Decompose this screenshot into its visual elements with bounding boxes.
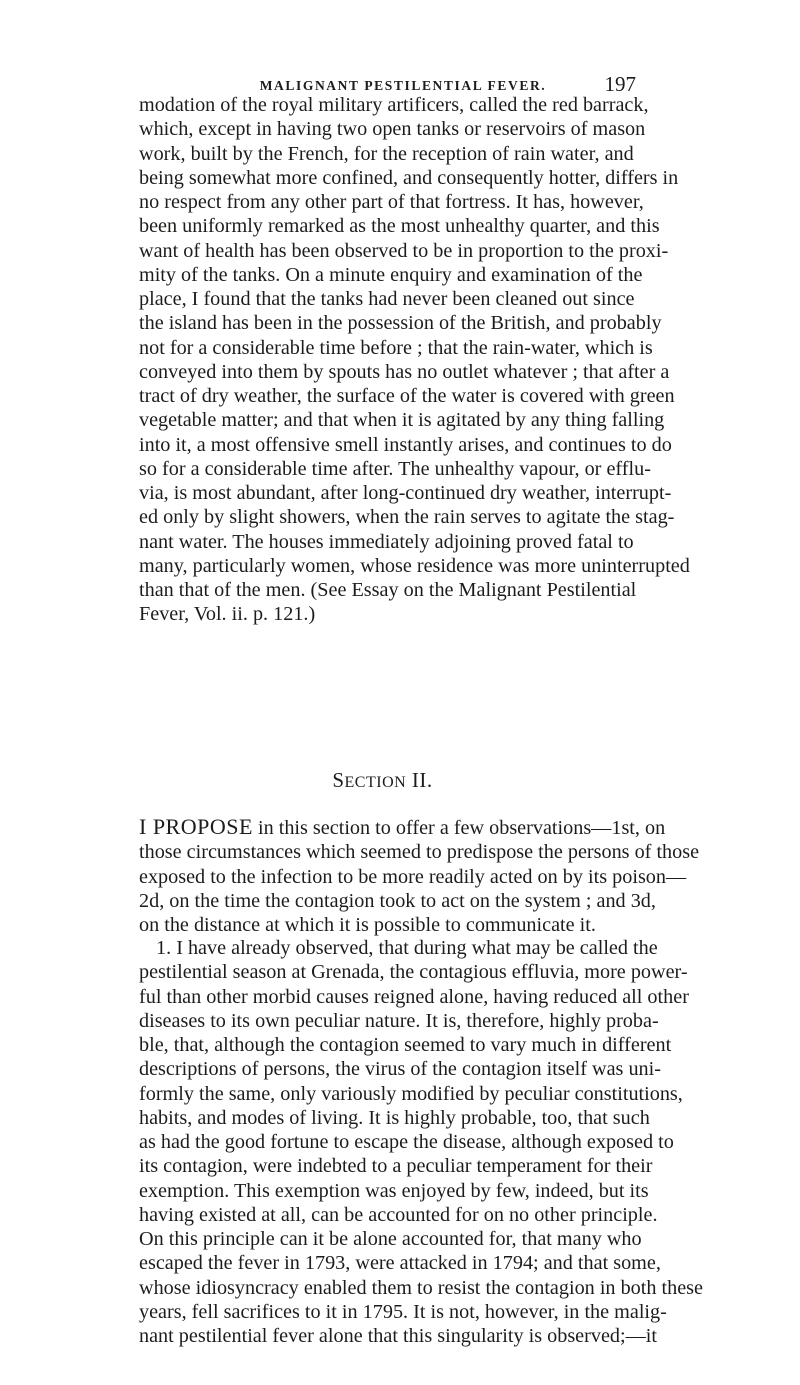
text-line: descriptions of persons, the virus of the contagion itself was uni- bbox=[139, 1058, 661, 1081]
running-title: MALIGNANT PESTILENTIAL FEVER. bbox=[259, 78, 547, 93]
text-line: the island has been in the possession of the British, and probably bbox=[139, 312, 662, 335]
text-line: ed only by slight showers, when the rain serves to agitate the stag- bbox=[139, 506, 675, 529]
section-heading-word: ECTION bbox=[344, 774, 407, 791]
text-line: via, is most abundant, after long-continued dry weather, interrupt- bbox=[139, 482, 672, 504]
text-line: exposed to the infection to be more readily acted on by its poison— bbox=[139, 865, 687, 888]
text-line: not for a considerable time before ; that the rain-water, which is bbox=[139, 336, 653, 359]
text-line: its contagion, were indebted to a peculiar temperament for their bbox=[139, 1155, 653, 1178]
section-heading bbox=[139, 768, 626, 793]
text-line: tract of dry weather, the surface of the water is covered with green bbox=[139, 385, 675, 407]
text-line: conveyed into them by spouts has no outlet whatever ; that after a bbox=[139, 360, 670, 383]
text-line: habits, and modes of living. It is highly probable, too, that such bbox=[139, 1106, 650, 1129]
text-line: nant pestilential fever alone that this singularity is observed;—it bbox=[139, 1325, 658, 1347]
text-line: formly the same, only variously modified by peculiar constitutions, bbox=[139, 1082, 683, 1105]
text-line: no respect from any other part of that fortress. It has, however, bbox=[139, 191, 644, 213]
text-line: exemption. This exemption was enjoyed by few, indeed, but its bbox=[139, 1179, 649, 1202]
text-line: escaped the fever in 1793, were attacked in 1794; and that some, bbox=[139, 1252, 661, 1275]
text-line: ble, that, although the contagion seemed to vary much in different bbox=[139, 1034, 672, 1056]
text-line: than that of the men. (See Essay on the Malignant Pestilential bbox=[139, 579, 637, 601]
text-line bbox=[139, 814, 666, 840]
text-line: diseases to its own peculiar nature. It is, therefore, highly proba- bbox=[139, 1009, 659, 1032]
page-number: 197 bbox=[604, 72, 636, 96]
text-line: mity of the tanks. On a minute enquiry and examination of the bbox=[139, 263, 643, 286]
text-line: which, except in having two open tanks or reservoirs of mason bbox=[139, 118, 646, 141]
text-line: Fever, Vol. ii. p. 121.) bbox=[139, 603, 316, 626]
text-line: ful than other morbid causes reigned alone, having reduced all other bbox=[139, 985, 689, 1008]
text-line: work, built by the French, for the reception of rain water, and bbox=[139, 142, 634, 165]
text-line: years, fell sacrifices to it in 1795. It is not, however, in the malig- bbox=[139, 1300, 667, 1323]
lead-word: I PROPOSE bbox=[139, 814, 253, 839]
text-line: on the distance at which it is possible to communicate it. bbox=[139, 914, 596, 936]
text-line: 1. I have already observed, that during what may be called the bbox=[156, 937, 658, 959]
text-line: being somewhat more confined, and consequently hotter, differs in bbox=[139, 166, 679, 189]
text-line: been uniformly remarked as the most unhealthy quarter, and this bbox=[139, 215, 660, 238]
text-line: place, I found that the tanks had never been cleaned out since bbox=[139, 288, 635, 310]
text-line: 2d, on the time the contagion took to act on the system ; and 3d, bbox=[139, 889, 656, 912]
text-line: many, particularly women, whose residence was more uninterrupted bbox=[139, 554, 690, 577]
section-heading-numeral: II. bbox=[411, 768, 433, 792]
paragraph-2 bbox=[139, 814, 700, 937]
text-line: those circumstances which seemed to predispose the persons of those bbox=[139, 841, 700, 864]
text-line: whose idiosyncracy enabled them to resist the contagion in both these bbox=[139, 1276, 703, 1299]
text-line: nant water. The houses immediately adjoining proved fatal to bbox=[139, 530, 634, 553]
text-line: pestilential season at Grenada, the contagious effluvia, more power- bbox=[139, 961, 688, 984]
text-line: so for a considerable time after. The unhealthy vapour, or efflu- bbox=[139, 457, 651, 480]
text-line: vegetable matter; and that when it is agitated by any thing falling bbox=[139, 409, 665, 432]
paragraph-1 bbox=[139, 93, 690, 627]
text-line: want of health has been observed to be in proportion to the proxi- bbox=[139, 239, 669, 262]
paragraph-3 bbox=[139, 936, 703, 1348]
section-heading-initial: S bbox=[332, 768, 345, 792]
text-line: On this principle can it be alone accounted for, that many who bbox=[139, 1228, 642, 1250]
text-line: as had the good fortune to escape the disease, although exposed to bbox=[139, 1131, 674, 1153]
text-line: modation of the royal military artificers, called the red barrack, bbox=[139, 94, 649, 116]
text-line: having existed at all, can be accounted for on no other principle. bbox=[139, 1203, 658, 1226]
text-fragment: in this section to offer a few observations—1st, on bbox=[252, 817, 666, 839]
text-line: into it, a most offensive smell instantly arises, and continues to do bbox=[139, 433, 672, 456]
